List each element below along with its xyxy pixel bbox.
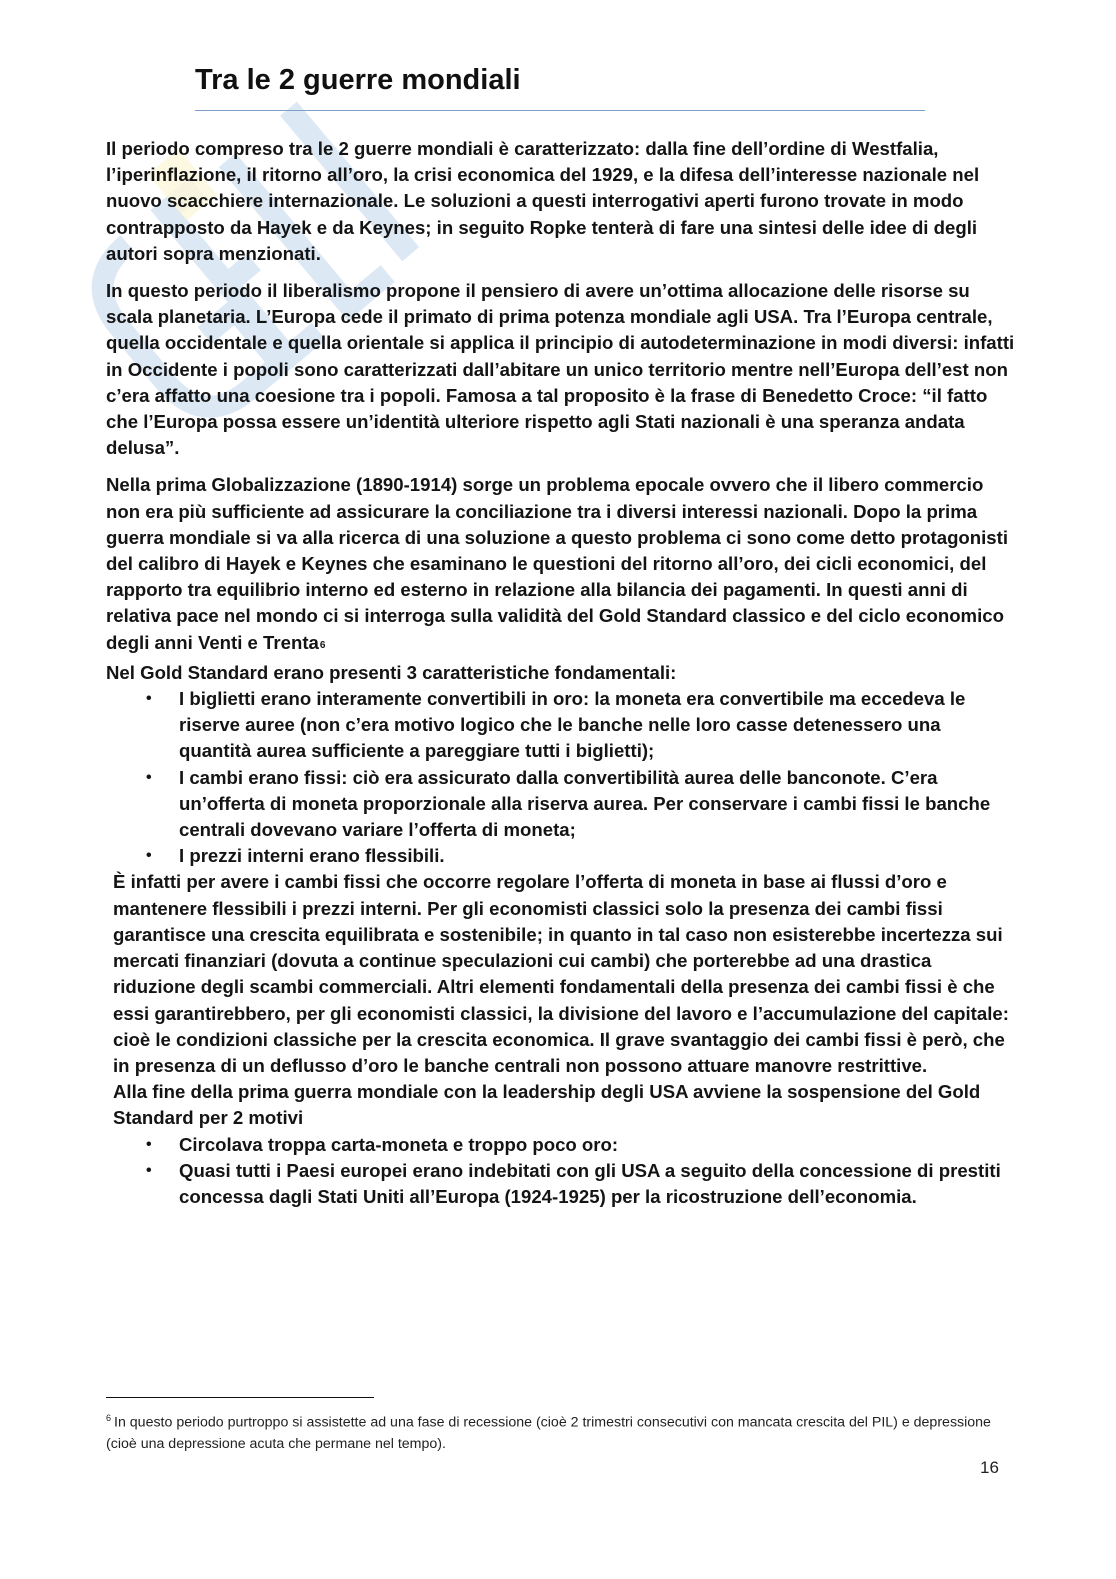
list-item (106, 765, 1018, 844)
paragraph-fixed-exchange: È infatti per avere i cambi fissi che occorre regolare l’offerta di moneta in base ai flussi d’oro e mantenere flessibili i prezzi interni. Per gli economisti classici solo la presenza dei cambi fissi garantisce una crescita equilibrata e sostenibile; in quanto in tal caso non esisterebbe incertezza sui mercati finanziari (dovuta a continue speculazioni cui cambi) che porterebbe ad una drastica riduzione degli scambi commerciali. Altri elementi fondamentali della presenza dei cambi fissi è che essi garantirebbero, per gli economisti classici, la divisione del lavoro e l’accumulazione del capitale: cioè le condizioni classiche per la crescita economica. Il grave svantaggio dei cambi fissi è però, che in presenza di un deflusso d’oro le banche centrali non possono attuare manovre restrittive. (113, 871, 1009, 1076)
list-item-text: I prezzi interni erano flessibili. (179, 845, 445, 867)
list-item (106, 1158, 1018, 1210)
list-item (106, 843, 1018, 869)
title-underline (195, 110, 925, 111)
list-item-text: Quasi tutti i Paesi europei erano indebitati con gli USA a seguito della concessione di prestiti concessa dagli Stati Uniti all’Europa (1924-1925) per la ricostruzione dell’economia. (179, 1159, 1001, 1207)
suspension-reasons-list (106, 1132, 1018, 1211)
footnote (106, 1408, 1018, 1456)
footnote-number: 6 (106, 1413, 112, 1423)
gold-standard-features-list (106, 686, 1018, 869)
page-number: 16 (980, 1458, 999, 1477)
list-item-text: Circolava troppa carta-moneta e troppo poco oro: (179, 1133, 619, 1155)
document-body (106, 136, 1018, 1210)
page-title: Tra le 2 guerre mondiali (195, 64, 521, 96)
list-item (106, 1132, 1018, 1158)
paragraph-suspension: Alla fine della prima guerra mondiale con la leadership degli USA avviene la sospensione del Gold Standard per 2 motivi (113, 1081, 981, 1129)
bullet-icon: • (146, 847, 152, 865)
bullet-icon: • (146, 690, 152, 708)
bullet-icon: • (146, 768, 152, 786)
paragraph-gold-standard-intro: Nel Gold Standard erano presenti 3 caratteristiche fondamentali: (106, 661, 677, 683)
list-item-text: I biglietti erano interamente convertibili in oro: la moneta era convertibile ma eccedeva le riserve auree (non c’era motivo logico che le banche nelle loro casse detenessero una quantità aurea sufficiente a pareggiare tutti i biglietti); (179, 688, 966, 762)
list-item (106, 686, 1018, 765)
bullet-icon: • (146, 1135, 152, 1153)
footnote-text: In questo periodo purtroppo si assistette ad una fase di recessione (cioè 2 trimestri consecutivi con mancata crescita del PIL) e depressione (cioè una depressione acuta che permane nel tempo). (106, 1414, 991, 1453)
footnote-separator (106, 1397, 374, 1398)
footnote-reference: 6 (319, 639, 326, 651)
bullet-icon: • (146, 1161, 152, 1179)
paragraph-intro: Il periodo compreso tra le 2 guerre mondiali è caratterizzato: dalla fine dell’ordine di Westfalia, l’iperinflazione, il ritorno all’oro, la crisi economica del 1929, e la difesa dell’interesse nazionale nel nuovo scacchiere internazionale. Le soluzioni a questi interrogativi aperti furono trovate in modo contrapposto da Hayek e da Keynes; in seguito Ropke tenterà di fare una sintesi delle idee di degli autori sopra menzionati. (106, 138, 980, 264)
paragraph-globalization (106, 472, 1018, 659)
list-item-text: I cambi erano fissi: ciò era assicurato dalla convertibilità aurea delle banconote. C’era un’offerta di moneta proporzionale alla riserva aurea. Per conservare i cambi fissi le banche centrali dovevano variare l’offerta di moneta; (179, 766, 991, 841)
paragraph-liberalism: In questo periodo il liberalismo propone il pensiero di avere un’ottima allocazione delle risorse su scala planetaria. L’Europa cede il primato di prima potenza mondiale agli USA. Tra l’Europa centrale, quella occidentale e quella orientale si applica il principio di autodeterminazione in modi diversi: infatti in Occidente i popoli sono caratterizzati dall’abitare un unico territorio mentre nell’Europa dell’est non c’era affatto una coesione tra i popoli. Famosa a tal proposito è la frase di Benedetto Croce: “il fatto che l’Europa possa essere un’identità ulteriore rispetto agli Stati nazionali è una speranza andata delusa”. (106, 280, 1015, 459)
paragraph-globalization-text: Nella prima Globalizzazione (1890-1914) sorge un problema epocale ovvero che il libero commercio non era più sufficiente ad assicurare la conciliazione tra i diversi interessi nazionali. Dopo la prima guerra mondiale si va alla ricerca di una soluzione a questo problema ci sono come detto protagonisti del calibro di Hayek e Keynes che esaminano le questioni del ritorno all’oro, dei cicli economici, del rapporto tra equilibrio interno ed esterno in relazione alla bilancia dei pagamenti. In questi anni di relativa pace nel mondo ci si interroga sulla validità del Gold Standard classico e del ciclo economico degli anni Venti e Trenta (106, 474, 1009, 653)
